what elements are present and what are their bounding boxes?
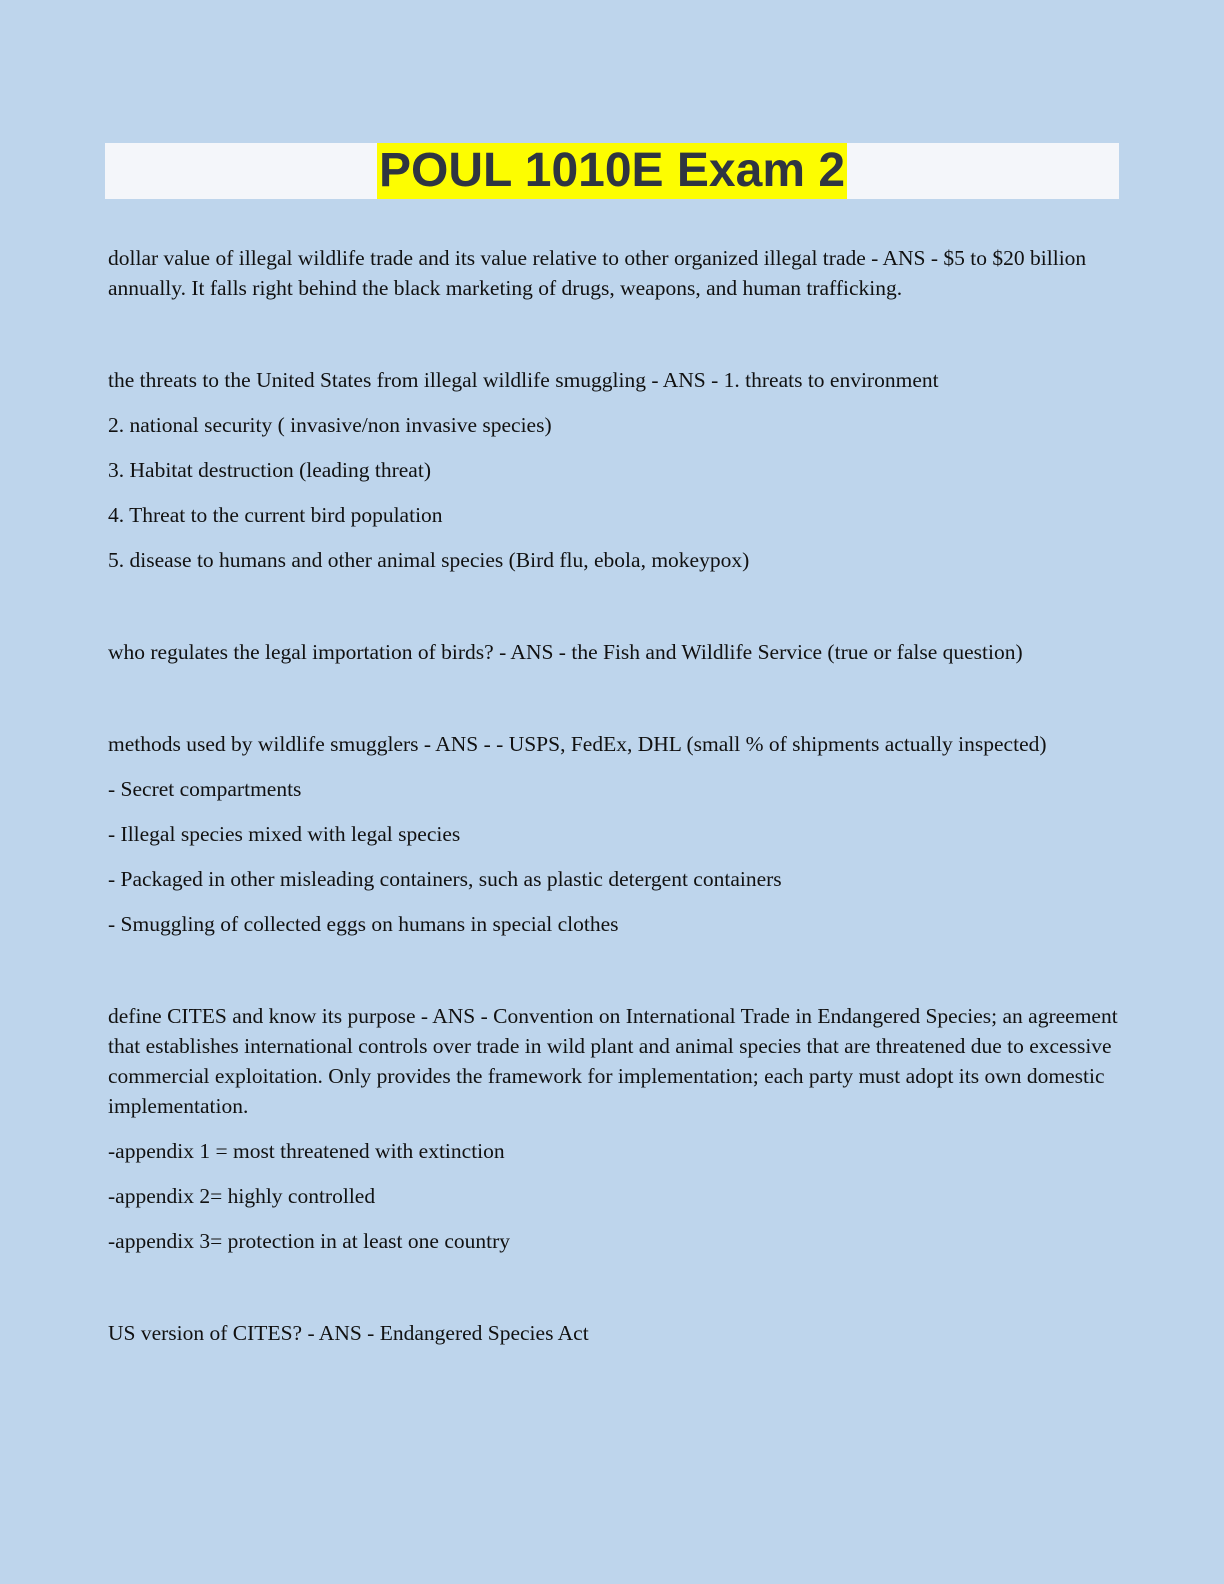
qa-list-item: 5. disease to humans and other animal species (Bird flu, ebola, mokeypox): [108, 548, 750, 572]
qa-list-item: 4. Threat to the current bird population: [108, 503, 443, 527]
qa-paragraph: define CITES and know its purpose - ANS - Convention on International Trade in Endangered Species; an agreement that establishes international controls over trade in wild plant and animal species that are threatened due to excessive commercial exploitation. Only provides the framework for implementation; each party must adopt its own domestic implementation.: [108, 1004, 1118, 1118]
qa-block-bird-importation: [108, 637, 1118, 667]
qa-list-item: - Secret compartments: [108, 777, 302, 801]
title-band: [105, 143, 1119, 199]
qa-list-item: 2. national security ( invasive/non invasive species): [108, 413, 552, 437]
qa-list-item: -appendix 1 = most threatened with extinction: [108, 1139, 505, 1163]
qa-paragraph: US version of CITES? - ANS - Endangered Species Act: [108, 1321, 589, 1345]
qa-list-item: -appendix 2= highly controlled: [108, 1184, 376, 1208]
qa-paragraph: dollar value of illegal wildlife trade and its value relative to other organized illegal trade - ANS - $5 to $20 billion annually. It falls right behind the black marketing of drugs, weapons, and human trafficking.: [108, 246, 1087, 300]
document-title: POUL 1010E Exam 2: [378, 144, 846, 197]
qa-list-item: - Illegal species mixed with legal species: [108, 822, 461, 846]
qa-block-smuggling-methods: [108, 729, 1118, 939]
qa-list-item: -appendix 3= protection in at least one country: [108, 1229, 510, 1253]
qa-list-item: - Smuggling of collected eggs on humans in special clothes: [108, 912, 619, 936]
qa-block-us-cites: [108, 1318, 1118, 1348]
qa-block-threats: [108, 365, 1118, 575]
qa-paragraph: who regulates the legal importation of birds? - ANS - the Fish and Wildlife Service (true or false question): [108, 640, 1023, 664]
qa-list-item: 3. Habitat destruction (leading threat): [108, 458, 431, 482]
qa-block-cites: [108, 1001, 1118, 1256]
document-body: [108, 243, 1118, 1410]
qa-paragraph: the threats to the United States from illegal wildlife smuggling - ANS - 1. threats to environment: [108, 368, 939, 392]
qa-paragraph: methods used by wildlife smugglers - ANS - - USPS, FedEx, DHL (small % of shipments actually inspected): [108, 732, 1047, 756]
qa-block-illegal-trade-value: [108, 243, 1118, 303]
qa-list-item: - Packaged in other misleading containers, such as plastic detergent containers: [108, 867, 782, 891]
